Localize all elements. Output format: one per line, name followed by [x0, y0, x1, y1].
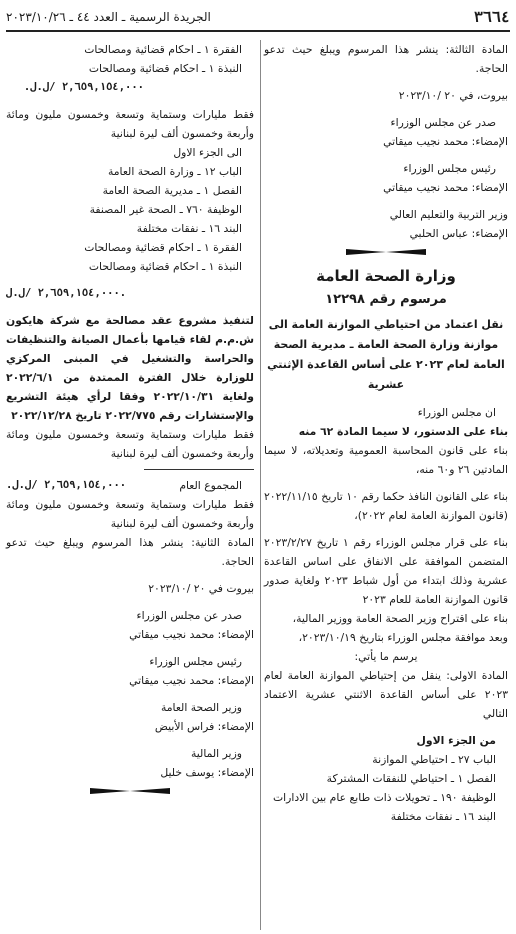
decrees-line: يرسم ما يأتي: [354, 650, 418, 663]
ministry-heading: وزارة الصحة العامة [316, 267, 456, 285]
function: الوظيفة ١٩٠ ـ تحويلات ذات طابع عام بين الادارات [272, 791, 496, 804]
from-part-1: من الجزء الاول [416, 734, 496, 747]
total-row [6, 476, 254, 495]
article-1: المادة الاولى: ينقل من إحتياطي الموازنة العامة لعام ٢٠٢٣ على أساس القاعدة الاثنتي عشرية الاعتماد التالي [264, 669, 508, 720]
end-arrow-2 [6, 788, 254, 798]
date-line-2: بيروت في ٢٠ /٢٠٢٣/١٠ [148, 582, 254, 595]
basis-proposal: بناء على اقتراح وزير الصحة العامة ووزير المالية، [292, 612, 508, 625]
nabza-1: النبذة ١ ـ احكام قضائية ومصالحات [88, 62, 242, 75]
function-2: الوظيفة ٧٦٠ ـ الصحة غير المصنفة [89, 203, 242, 216]
section-2: الفصل ١ ـ مديرية الصحة العامة [102, 184, 242, 197]
chapter-2: الباب ١٢ ـ وزارة الصحة العامة [107, 165, 242, 178]
signature-3: الإمضاء: عباس الحلبي [409, 227, 508, 240]
amount-3: ٢,٦٥٩,١٥٤,٠٠٠ /ل.ل. [6, 479, 127, 491]
to-part-1: الى الجزء الاول [173, 146, 242, 159]
amount-1: ٢,٦٥٩,١٥٤,٠٠٠ /ل.ل. [23, 81, 144, 93]
amount-words-3: فقط مليارات وستماية وتسعة وخمسون مليون ومائة وأربعة وخمسون ألف ليرة لبنانية [6, 498, 254, 530]
left-column [6, 40, 254, 806]
article-2: المادة الثانية: ينشر هذا المرسوم ويبلغ حيث تدعو الحاجة. [6, 536, 254, 568]
section: الفصل ١ ـ احتياطي للنفقات المشتركة [326, 772, 496, 785]
health-minister-title: وزير الصحة العامة [160, 701, 242, 714]
signature-l2: الإمضاء: محمد نجيب ميقاتي [129, 674, 254, 687]
column-divider [260, 40, 261, 930]
finance-minister-title: وزير المالية [191, 747, 242, 760]
basis-law: بناء على قانون المحاسبة العمومية وتعديلاته، لا سيما المادتين ٢٦ و٦٠ منه، [264, 444, 508, 476]
amount-words-2: فقط مليارات وستماية وتسعة وخمسون مليون ومائة وأربعة وخمسون ألف ليرة لبنانية [6, 428, 254, 460]
basis-constitution: بناء على الدستور، لا سيما المادة ٦٢ منه [298, 425, 508, 438]
signature-2: الإمضاء: محمد نجيب ميقاتي [383, 181, 508, 194]
total-label: المجموع العام [179, 479, 242, 492]
header-rule [6, 30, 510, 32]
amount-2: ٢,٦٥٩,١٥٤,٠٠٠ /ل.ل. [6, 287, 127, 299]
right-column [264, 40, 508, 826]
pm-title: رئيس مجلس الوزراء [403, 162, 496, 175]
end-arrow [264, 249, 508, 259]
basis-budget: بناء على القانون النافذ حكما رقم ١٠ تاريخ ٢٠٢٢/١١/١٥ (قانون الموازنة العامة لعام ٢٠٢٢)، [264, 490, 508, 522]
purpose-text: لتنفيذ مشروع عقد مصالحة مع شركة هايكون ش.م.م لقاء قيامها بأعمال الصيانة والتنظيفات والحراسة والتشغيل في المبنى المركزي للوزارة خلال الفترة الممتدة من ٢٠٢٢/٦/١ ولغاية ٢٠٢٢/١٠/٣١ وفقا لرأي هيئة التشريع والإستشارات رقم ٢٠٢٢/٧٧٥ تاريخ ٢٠٢٢/١٢/٢٨ [6, 314, 254, 422]
basis-approval: وبعد موافقة مجلس الوزراء بتاريخ ٢٠٢٣/١٠/١٩، [298, 631, 508, 644]
issued-by: صدر عن مجلس الوزراء [390, 116, 496, 129]
item: البند ١٦ ـ نفقات مختلفة [390, 810, 496, 823]
issued-by-2: صدر عن مجلس الوزراء [136, 609, 242, 622]
signature-l4: الإمضاء: يوسف خليل [160, 766, 254, 779]
paragraph-1: الفقرة ١ ـ احكام قضائية ومصالحات [84, 43, 242, 56]
decree-number: مرسوم رقم ١٢٢٩٨ [325, 292, 447, 307]
page-number: ٣٦٦٤ [473, 8, 510, 26]
paragraph-2: الفقرة ١ ـ احكام قضائية ومصالحات [84, 241, 242, 254]
council-line: ان مجلس الوزراء [417, 406, 496, 419]
basis-decision: بناء على قرار مجلس الوزراء رقم ١ تاريخ ٢٠٢٣/٢/٢٧ المتضمن الموافقة على الانفاق على اساس القاعدة عشرية وذلك ابتداء من أول شباط ٢٠٢٣ ولغاية صدور قانون الموازنة العامة للعام ٢٠٢٣ [264, 536, 508, 606]
total-rule [144, 469, 254, 470]
decree-subject: نقل اعتماد من احتياطي الموازنة العامة الى موازنة وزارة الصحة العامة ـ مديرية الصحة العامة لعام ٢٠٢٣ على أساس القاعدة الإثنتي عشرية [267, 318, 505, 391]
amount-words-1: فقط مليارات وستماية وتسعة وخمسون مليون ومائة وأربعة وخمسون ألف ليرة لبنانية [6, 108, 254, 140]
date-line: بيروت، في ٢٠ /٢٠٢٣/١٠ [398, 89, 508, 102]
chapter: الباب ٢٧ ـ احتياطي الموازنة [372, 753, 496, 766]
item-2: البند ١٦ ـ نفقات مختلفة [136, 222, 242, 235]
article-3: المادة الثالثة: ينشر هذا المرسوم ويبلغ حيث تدعو الحاجة. [264, 43, 508, 75]
pm-title-2: رئيس مجلس الوزراء [149, 655, 242, 668]
signature-1: الإمضاء: محمد نجيب ميقاتي [383, 135, 508, 148]
page-header [6, 6, 510, 28]
gazette-title: الجريدة الرسمية ـ العدد ٤٤ ـ ٢٠٢٣/١٠/٢٦ [6, 10, 211, 24]
signature-l3: الإمضاء: فراس الأبيض [154, 720, 254, 733]
signature-l1: الإمضاء: محمد نجيب ميقاتي [129, 628, 254, 641]
minister-title: وزير التربية والتعليم العالي [389, 208, 508, 221]
nabza-2: النبذة ١ ـ احكام قضائية ومصالحات [88, 260, 242, 273]
